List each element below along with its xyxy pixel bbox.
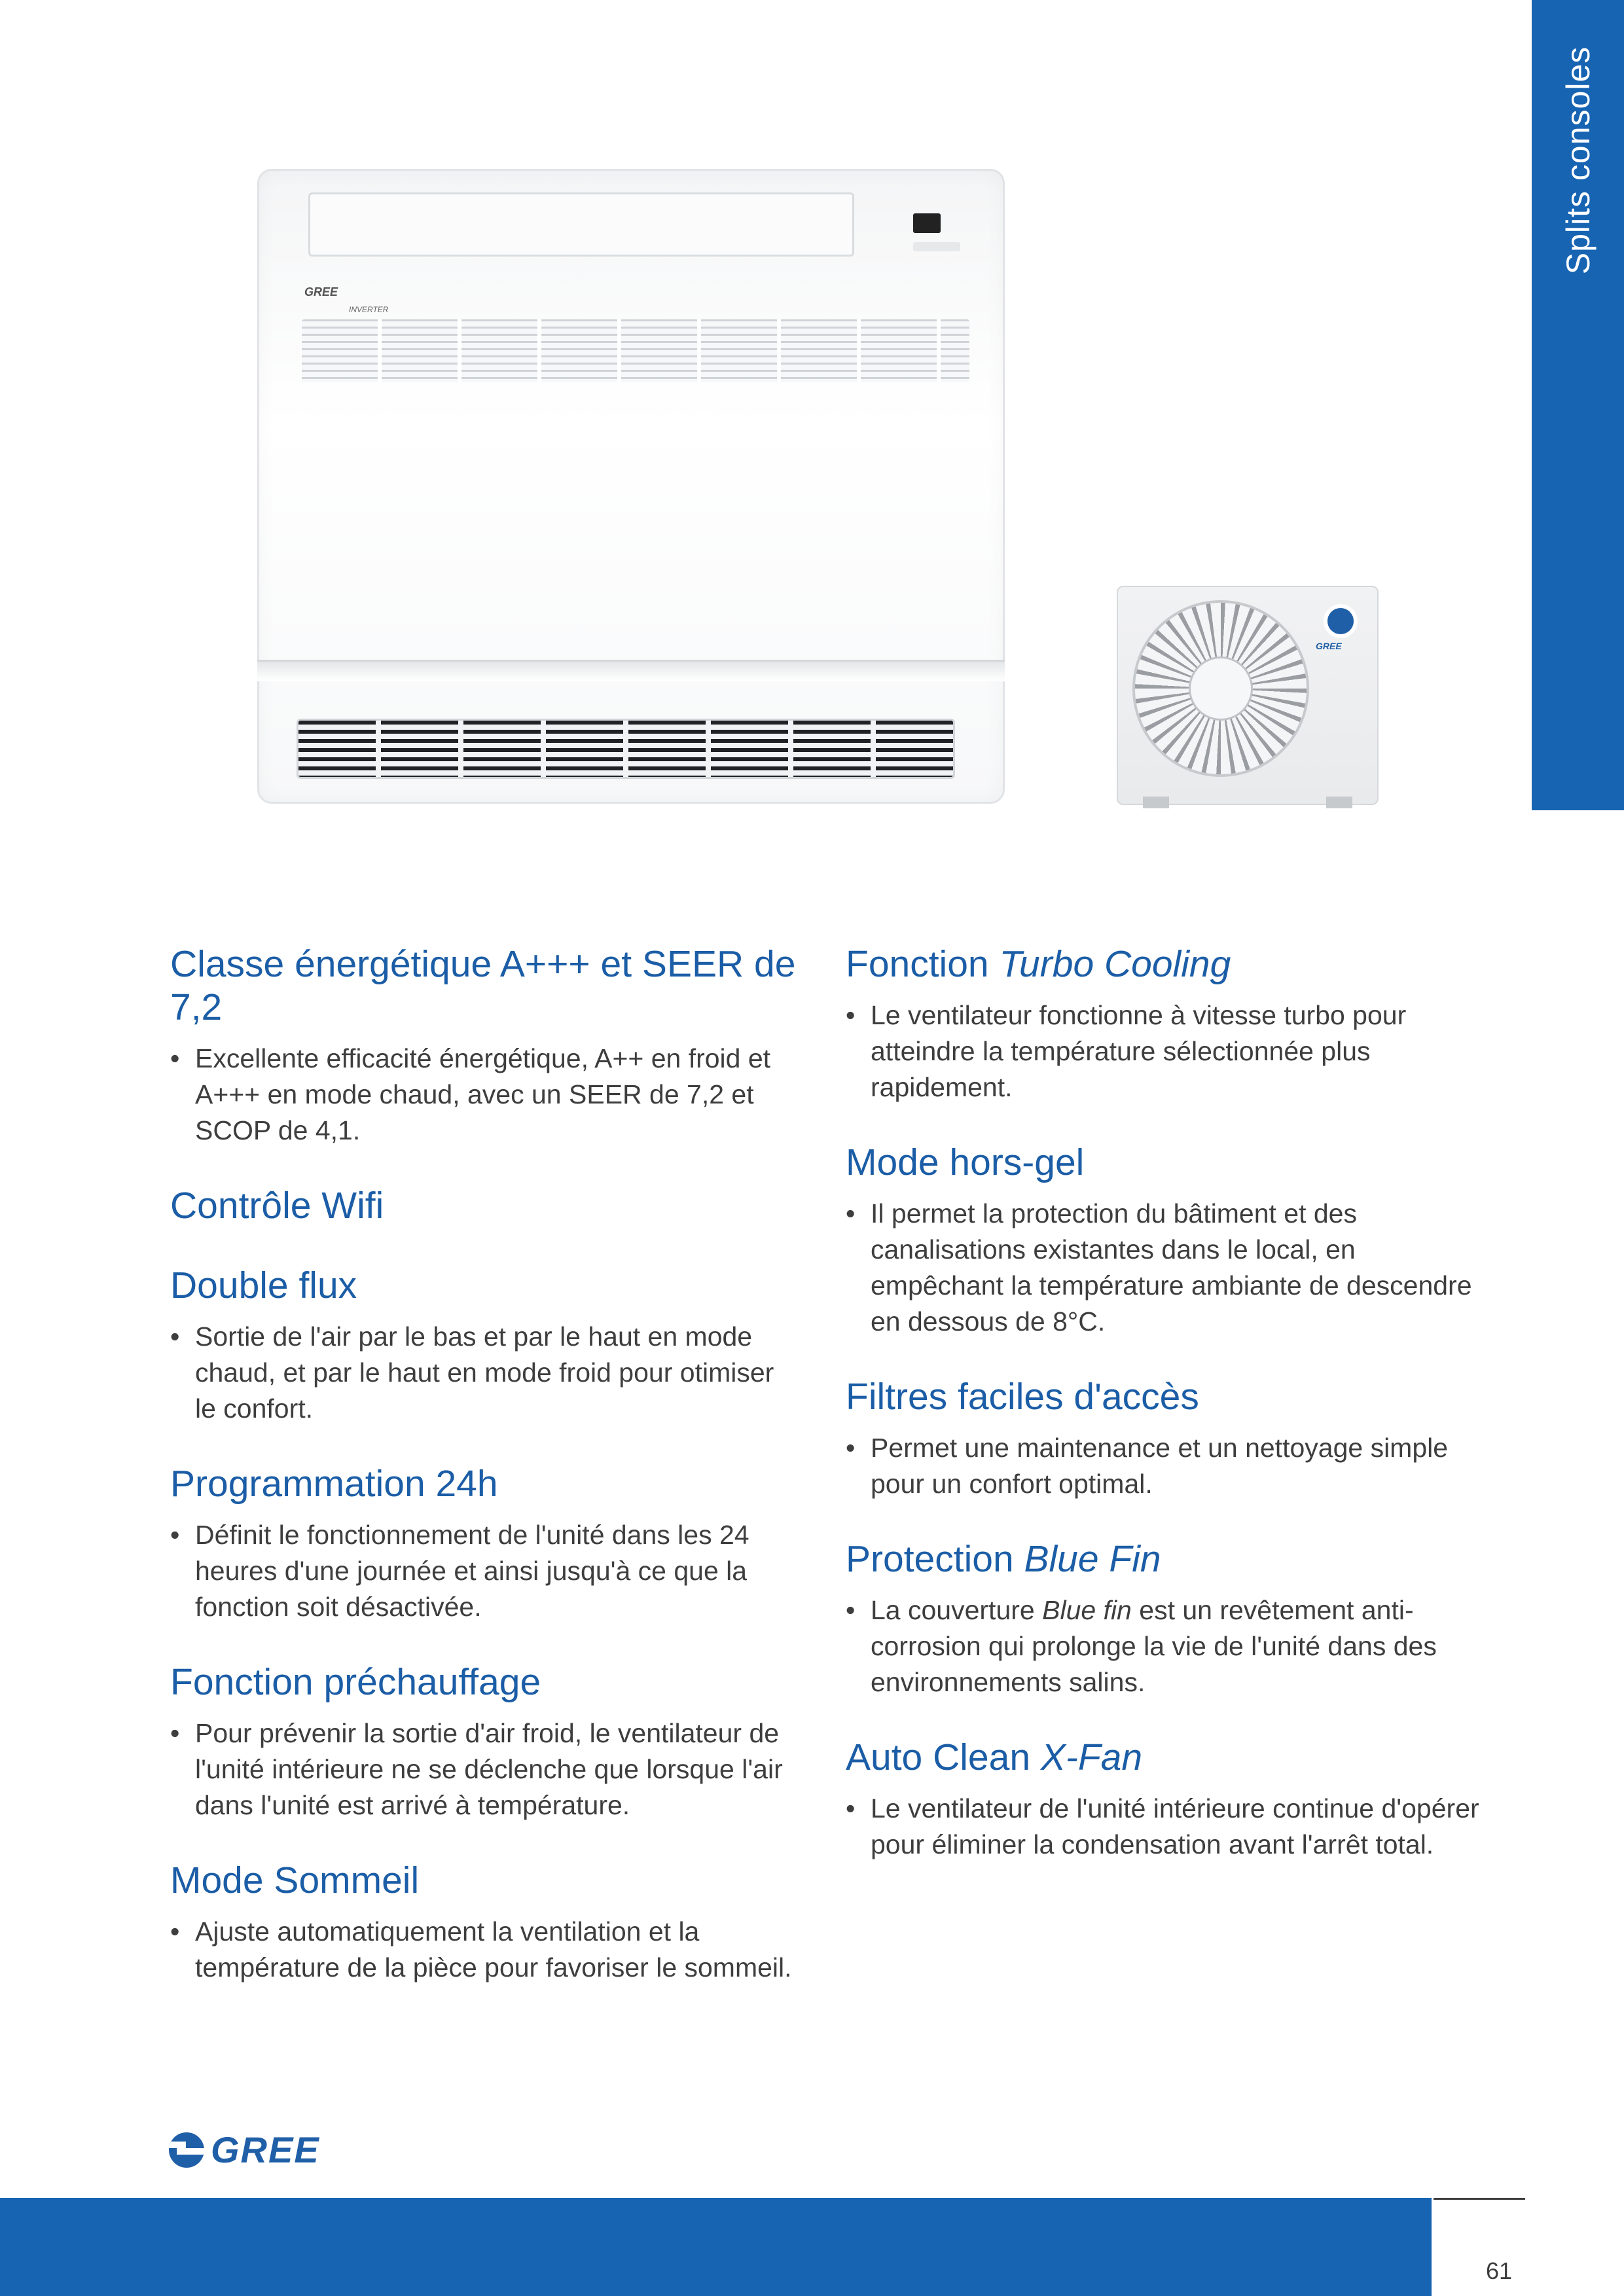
feature-bullet bbox=[846, 1430, 1487, 1502]
feature-wifi bbox=[170, 1184, 799, 1227]
page-number-divider bbox=[1432, 2198, 1434, 2296]
outdoor-unit-fan-hub bbox=[1189, 656, 1253, 721]
bullet-icon: • bbox=[846, 1595, 856, 1625]
feature-text: Permet une maintenance et un nettoyage simple pour un confort optimal. bbox=[871, 1433, 1449, 1499]
indoor-unit-brand: GREE bbox=[304, 285, 338, 298]
feature-bullet bbox=[170, 1914, 799, 1986]
feature-title: Mode hors-gel bbox=[846, 1141, 1085, 1183]
feature-text: Le ventilateur de l'unité intérieure continue d'opérer pour éliminer la condensation avant l'arrêt total. bbox=[871, 1793, 1479, 1859]
feature-text: Pour prévenir la sortie d'air froid, le ventilateur de l'unité intérieure ne se déclenche que lorsque l'air dans l'unité est arrivé à température. bbox=[195, 1718, 783, 1820]
feature-preheat bbox=[170, 1660, 799, 1823]
indoor-unit-body bbox=[257, 169, 1005, 804]
feature-title: Contrôle Wifi bbox=[170, 1185, 384, 1227]
feature-bullet bbox=[846, 1592, 1487, 1700]
feature-text: Définit le fonctionnement de l'unité dans les 24 heures d'une journée et ainsi jusqu'à ce que la fonction soit désactivée. bbox=[195, 1520, 749, 1622]
feature-title: Classe énergétique A+++ et SEER de 7,2 bbox=[170, 943, 796, 1028]
feature-title: Fonction Turbo Cooling bbox=[846, 943, 1231, 985]
page-number-rule bbox=[1432, 2198, 1525, 2200]
gree-logo-icon bbox=[169, 2132, 204, 2168]
feature-text: Ajuste automatiquement la ventilation et la température de la pièce pour favoriser le sommeil. bbox=[195, 1916, 792, 1982]
feature-bullet bbox=[846, 1791, 1487, 1863]
features-right-column bbox=[846, 942, 1487, 1898]
bullet-icon: • bbox=[846, 1433, 856, 1463]
feature-title: Fonction préchauffage bbox=[170, 1661, 541, 1703]
bullet-icon: • bbox=[846, 1198, 856, 1229]
indoor-unit-top-panel bbox=[308, 192, 854, 257]
feature-title: Programmation 24h bbox=[170, 1463, 498, 1505]
feature-title: Filtres faciles d'accès bbox=[846, 1376, 1199, 1418]
feature-text: Le ventilateur fonctionne à vitesse turbo pour atteindre la température sélectionnée plus rapidement. bbox=[871, 1000, 1407, 1102]
bullet-icon: • bbox=[846, 1000, 856, 1030]
feature-text: La couverture Blue fin est un revêtement anti-corrosion qui prolonge la vie de l'unité dans des environnements salins. bbox=[871, 1595, 1437, 1697]
outdoor-unit-brand: GREE bbox=[1316, 641, 1342, 651]
feature-text: Excellente efficacité énergétique, A++ en froid et A+++ en mode chaud, avec un SEER de 7,2 et SCOP de 4,1. bbox=[195, 1043, 771, 1145]
feature-energy-class bbox=[170, 942, 799, 1149]
outdoor-unit-foot bbox=[1326, 797, 1352, 808]
feature-title: Protection Blue Fin bbox=[846, 1538, 1161, 1580]
outdoor-unit-logo-icon bbox=[1324, 604, 1358, 638]
bullet-icon: • bbox=[170, 1718, 180, 1748]
feature-turbo-cooling bbox=[846, 942, 1487, 1105]
indoor-unit-image bbox=[257, 169, 1005, 804]
footer-bar bbox=[0, 2198, 1432, 2296]
feature-bullet bbox=[846, 1196, 1487, 1340]
feature-bullet bbox=[170, 1517, 799, 1625]
feature-frost-mode bbox=[846, 1141, 1487, 1340]
feature-bullet bbox=[170, 1041, 799, 1149]
feature-sleep-mode bbox=[170, 1859, 799, 1986]
feature-blue-fin bbox=[846, 1537, 1487, 1700]
indoor-unit-divider bbox=[257, 660, 1005, 681]
feature-double-flux bbox=[170, 1264, 799, 1427]
features-left-column bbox=[170, 942, 799, 2021]
feature-title: Auto Clean X-Fan bbox=[846, 1736, 1143, 1778]
page-number: 61 bbox=[1485, 2257, 1513, 2284]
indoor-unit-inverter-badge: INVERTER bbox=[349, 305, 389, 314]
indoor-unit-bottom-grille bbox=[297, 719, 955, 779]
bullet-icon: • bbox=[170, 1043, 180, 1073]
section-tab bbox=[1532, 0, 1624, 810]
feature-title: Double flux bbox=[170, 1265, 357, 1306]
feature-text: Il permet la protection du bâtiment et des canalisations existantes dans le local, en empêchant la température ambiante de descendre en dessous de 8°C. bbox=[871, 1198, 1472, 1336]
indoor-unit-display-label bbox=[913, 242, 960, 251]
bullet-icon: • bbox=[170, 1916, 180, 1946]
feature-x-fan bbox=[846, 1736, 1487, 1863]
feature-bullet bbox=[170, 1319, 799, 1427]
bullet-icon: • bbox=[170, 1321, 180, 1352]
feature-title: Mode Sommeil bbox=[170, 1859, 420, 1901]
feature-filters bbox=[846, 1375, 1487, 1502]
indoor-unit-top-grille bbox=[302, 319, 969, 382]
gree-logo-text: GREE bbox=[211, 2129, 320, 2170]
feature-bullet bbox=[846, 997, 1487, 1105]
section-tab-label: Splits consoles bbox=[1559, 46, 1597, 275]
outdoor-unit-foot bbox=[1143, 797, 1169, 808]
feature-bullet bbox=[170, 1715, 799, 1823]
feature-programming bbox=[170, 1462, 799, 1625]
indoor-unit-display bbox=[913, 213, 941, 233]
bullet-icon: • bbox=[846, 1793, 856, 1823]
outdoor-unit-image bbox=[1117, 586, 1379, 808]
feature-text: Sortie de l'air par le bas et par le haut en mode chaud, et par le haut en mode froid pour otimiser le confort. bbox=[195, 1321, 774, 1424]
bullet-icon: • bbox=[170, 1520, 180, 1550]
